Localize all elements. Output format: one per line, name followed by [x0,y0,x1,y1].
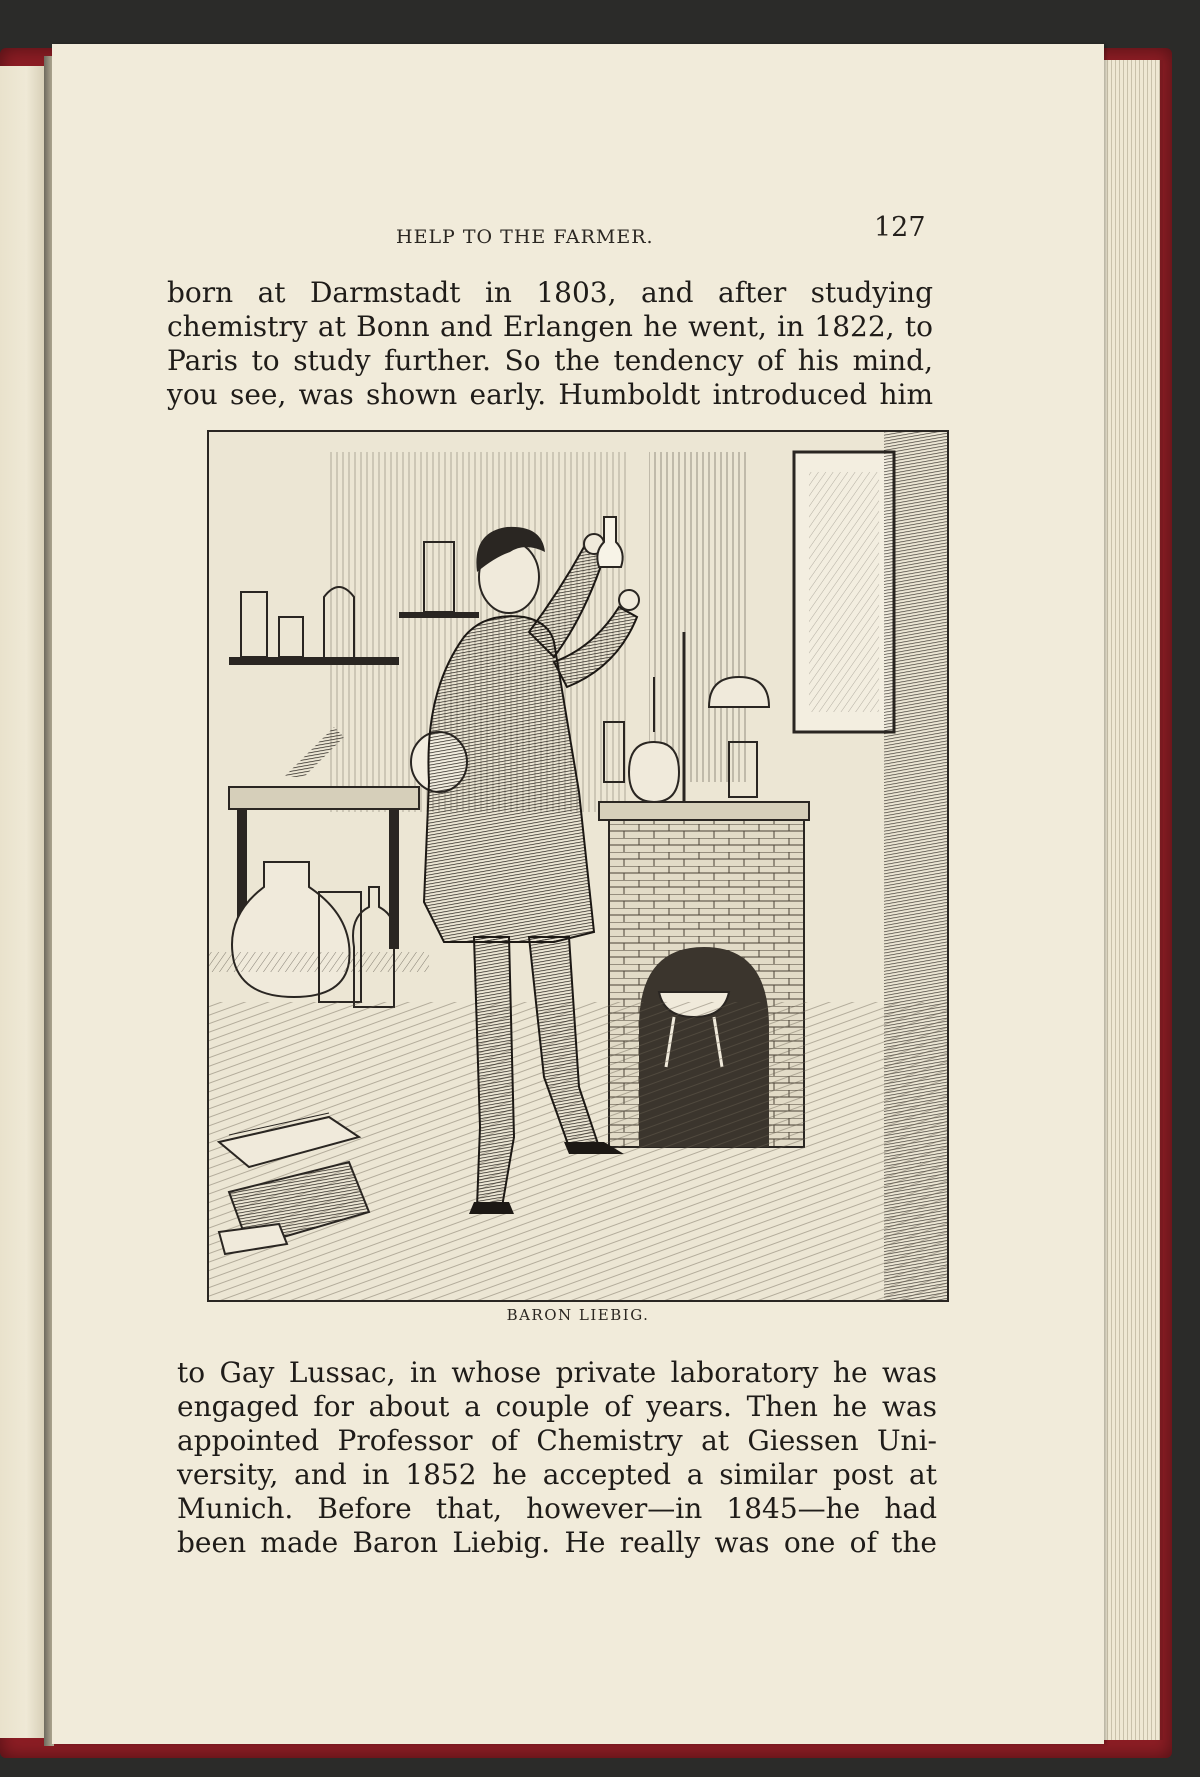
text-line: been made Baron Liebig. He really was one of the [177,1526,937,1559]
engraving-drawing [209,432,947,1300]
book-page [52,44,1104,1744]
text-line: you see, was shown early. Humboldt introduced him [167,378,933,411]
text-line: appointed Professor of Chemistry at Giessen Uni- [177,1424,937,1457]
text-line: born at Darmstadt in 1803, and after studying [167,276,933,309]
page-header [52,212,1104,252]
running-title: HELP TO THE FARMER. [396,226,654,248]
body-text-bottom [177,1356,937,1560]
figure-caption: BARON LIEBIG. [506,1306,650,1324]
engraving-illustration [207,430,949,1302]
text-line: versity, and in 1852 he accepted a similar post at [177,1458,937,1491]
text-line: engaged for about a couple of years. Then he was [177,1390,937,1423]
text-line: Munich. Before that, however—in 1845—he had [177,1492,937,1525]
body-text-top [167,276,933,412]
facing-page-edge [0,66,44,1738]
text-line: chemistry at Bonn and Erlangen he went, in 1822, to [167,310,933,343]
text-line: to Gay Lussac, in whose private laboratory he was [177,1356,937,1389]
page-number: 127 [874,212,926,243]
text-line: Paris to study further. So the tendency of his mind, [167,344,933,377]
page-stack-edges [1104,60,1163,1740]
